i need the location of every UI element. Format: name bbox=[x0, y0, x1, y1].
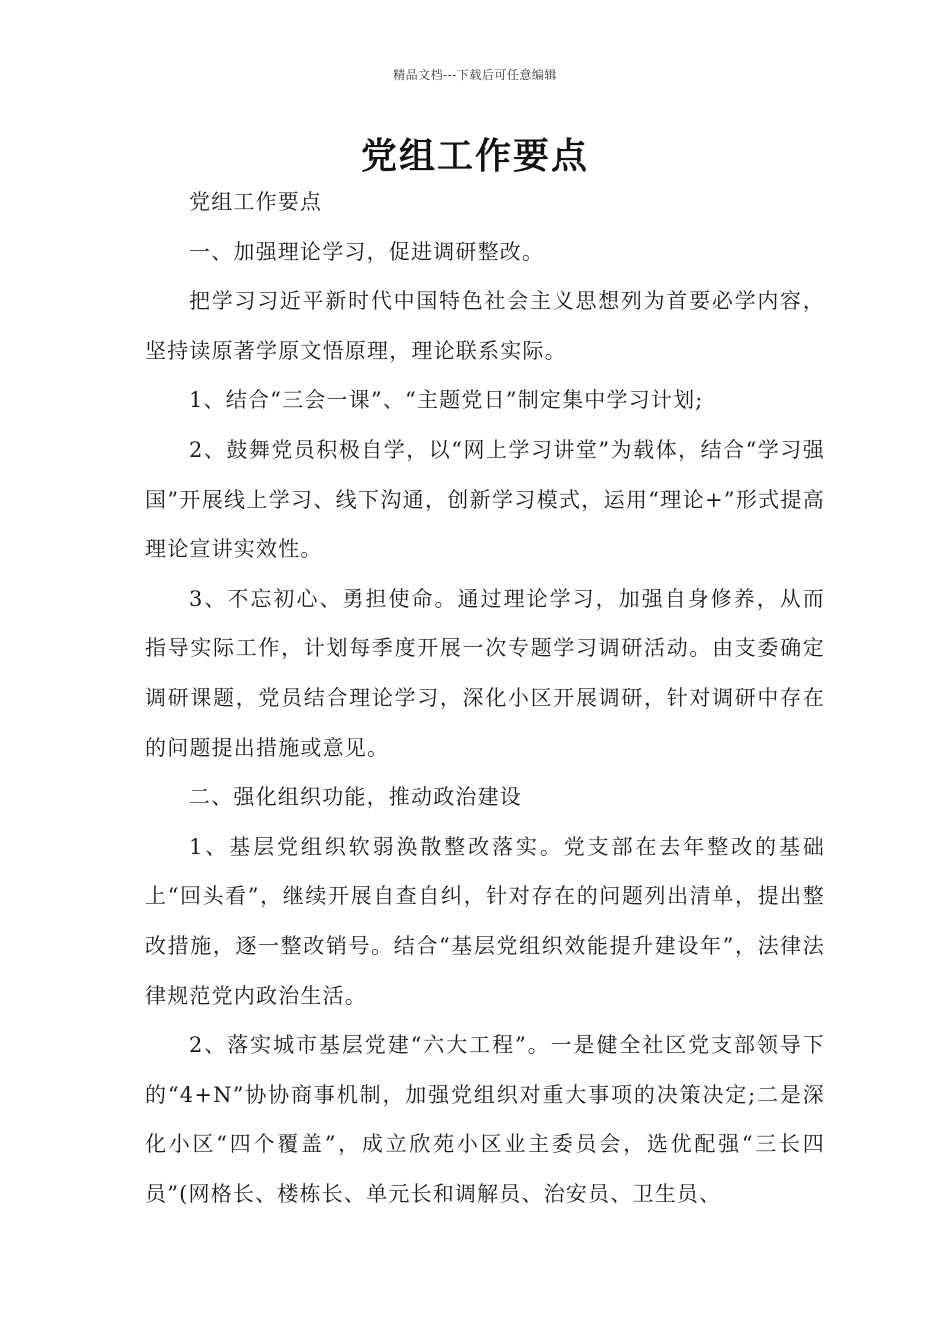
paragraph-section-1-heading: 一、加强理论学习，促进调研整改。 bbox=[189, 239, 545, 264]
paragraph: 1、基层党组织软弱涣散整改落实。党支部在去年整改的基础上“回头看”，继续开展自查自纠，针对存在的问题列出清单，提出整改措施，逐一整改销号。结合“基层党组织效能提升建设年”，法律法律规范党内政治生活。 bbox=[145, 834, 825, 1008]
paragraph: 2、落实城市基层党建“六大工程”。一是健全社区党支部领导下的“4+N”协协商事机制，加强党组织对重大事项的决策决定;二是深化小区“四个覆盖”，成立欣苑小区业主委员会，选优配强“三长四员”(网格长、楼栋长、单元长和调解员、治安员、卫生员、 bbox=[145, 1033, 825, 1206]
paragraph: 2、鼓舞党员积极自学，以“网上学习讲堂”为载体，结合“学习强国”开展线上学习、线下沟通，创新学习模式，运用“理论+”形式提高理论宣讲实效性。 bbox=[145, 437, 825, 562]
document-title: 党组工作要点 bbox=[360, 136, 589, 177]
header-note: 精品文档---下载后可任意编辑 bbox=[393, 68, 557, 82]
paragraph: 3、不忘初心、勇担使命。通过理论学习，加强自身修养，从而指导实际工作，计划每季度开展一次专题学习调研活动。由支委确定调研课题，党员结合理论学习，深化小区开展调研，针对调研中存在的问题提出措施或意见。 bbox=[145, 586, 825, 760]
document-body bbox=[145, 178, 825, 1219]
paragraph: 1、结合“三会一课”、“主题党日”制定集中学习计划; bbox=[189, 388, 704, 413]
paragraph-subtitle: 党组工作要点 bbox=[189, 190, 323, 214]
paragraph-section-2-heading: 二、强化组织功能，推动政治建设 bbox=[189, 785, 522, 810]
paragraph: 把学习习近平新时代中国特色社会主义思想列为首要必学内容，坚持读原著学原文悟原理，理论联系实际。 bbox=[145, 289, 825, 363]
